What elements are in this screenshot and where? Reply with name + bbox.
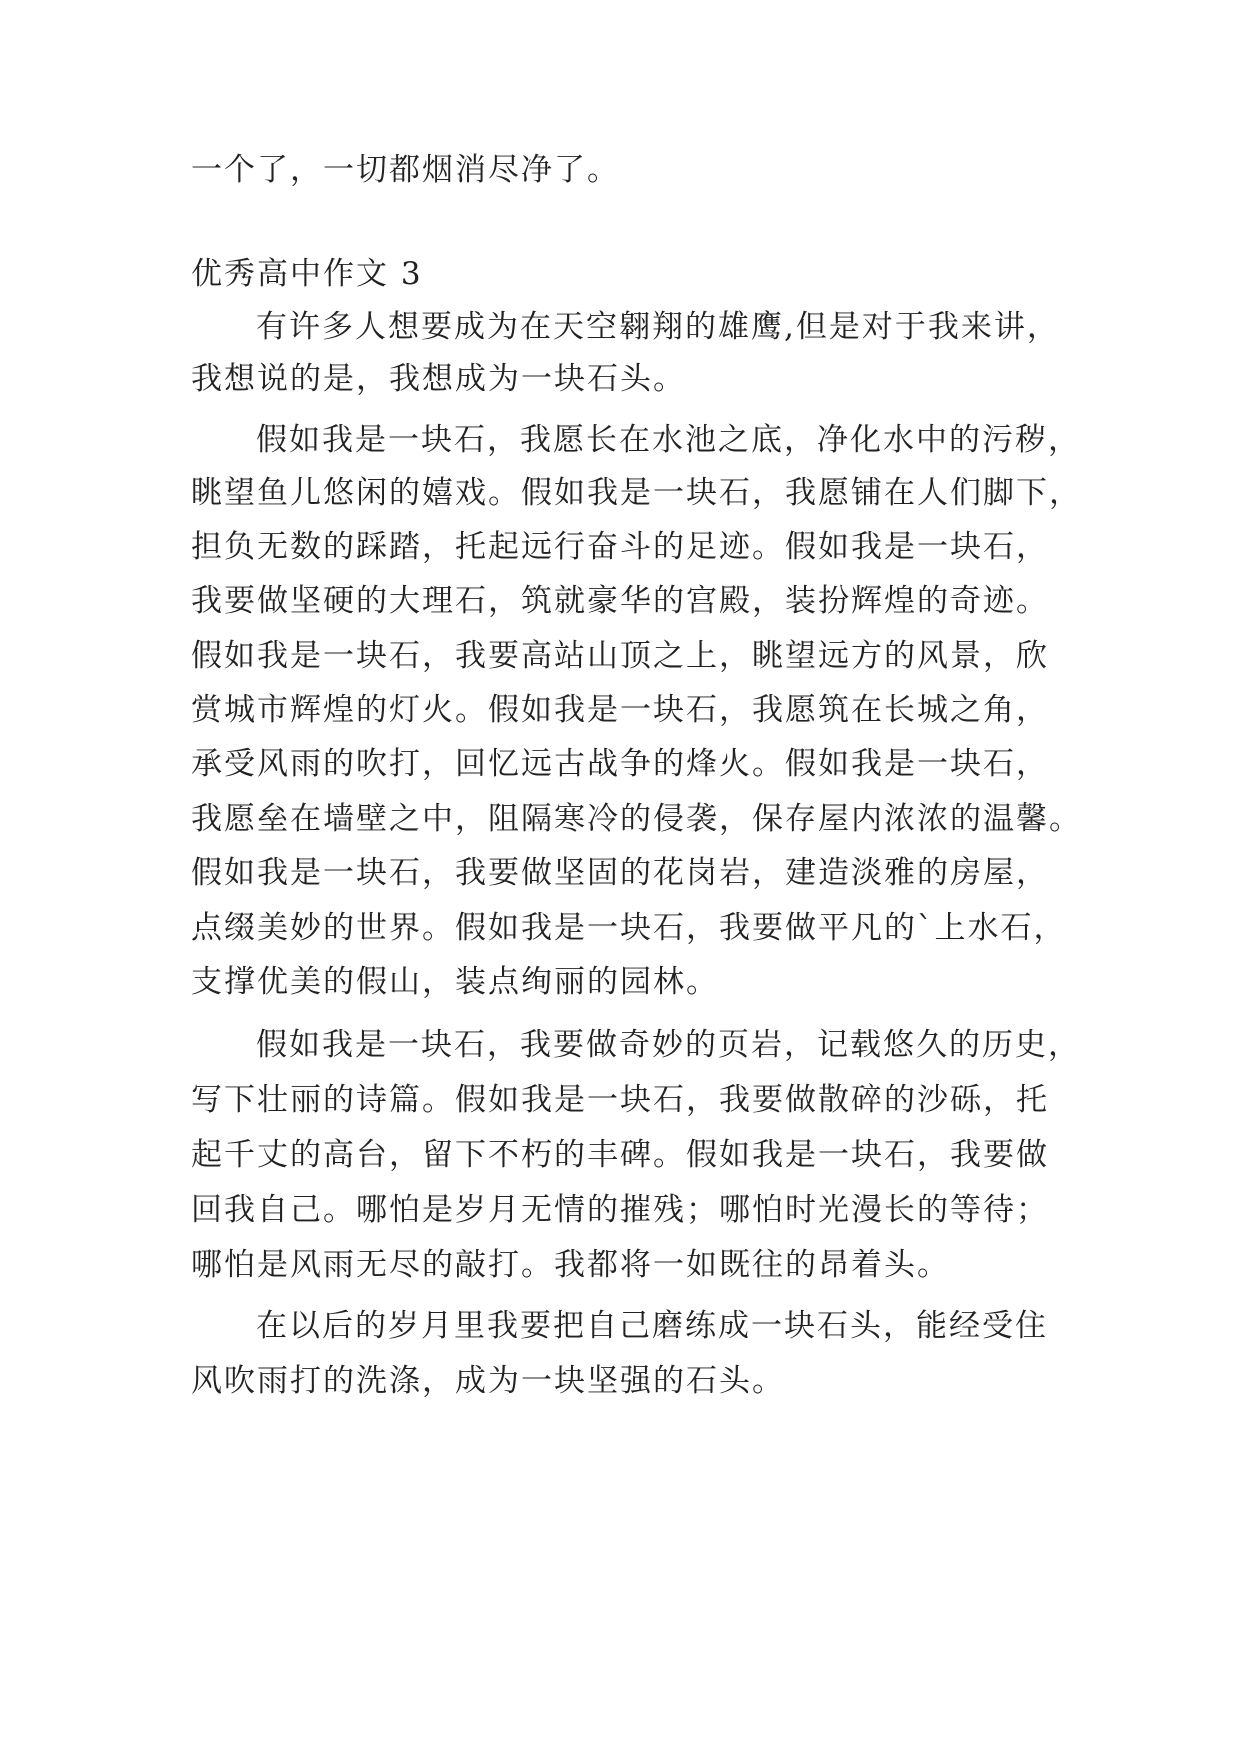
paragraph-line: 我愿垒在墙壁之中，阻隔寒冷的侵袭，保存屋内浓浓的温馨。 xyxy=(191,801,1082,837)
continuation-line: 一个了，一切都烟消尽净了。 xyxy=(191,152,620,188)
paragraph-line: 假如我是一块石，我愿长在水池之底，净化水中的污秽， xyxy=(256,422,1081,458)
paragraph-line: 我想说的是，我想成为一块石头。 xyxy=(191,361,686,397)
paragraph-line: 支撑优美的假山，装点绚丽的园林。 xyxy=(191,964,719,1000)
paragraph-line: 假如我是一块石，我要做坚固的花岗岩，建造淡雅的房屋， xyxy=(191,855,1049,891)
paragraph-line: 风吹雨打的洗涤，成为一块坚强的石头。 xyxy=(191,1363,785,1399)
paragraph-line: 赏城市辉煌的灯火。假如我是一块石，我愿筑在长城之角， xyxy=(191,692,1049,728)
paragraph-line: 在以后的岁月里我要把自己磨练成一块石头，能经受住 xyxy=(256,1308,1048,1344)
section-heading: 优秀高中作文 3 xyxy=(191,256,423,292)
paragraph-line: 哪怕是风雨无尽的敲打。我都将一如既往的昂着头。 xyxy=(191,1247,950,1283)
paragraph-line: 假如我是一块石，我要做奇妙的页岩，记载悠久的历史， xyxy=(256,1027,1081,1063)
paragraph-line: 承受风雨的吹打，回忆远古战争的烽火。假如我是一块石， xyxy=(191,746,1049,782)
paragraph-line: 眺望鱼儿悠闲的嬉戏。假如我是一块石，我愿铺在人们脚下， xyxy=(191,475,1082,511)
paragraph-line: 有许多人想要成为在天空翱翔的雄鹰,但是对于我来讲， xyxy=(256,309,1060,345)
paragraph-line: 假如我是一块石，我要高站山顶之上，眺望远方的风景，欣 xyxy=(191,638,1049,674)
paragraph-line: 我要做坚硬的大理石，筑就豪华的宫殿，装扮辉煌的奇迹。 xyxy=(191,583,1049,619)
paragraph-line: 起千丈的高台，留下不朽的丰碑。假如我是一块石，我要做 xyxy=(191,1137,1049,1173)
paragraph-line: 写下壮丽的诗篇。假如我是一块石，我要做散碎的沙砾，托 xyxy=(191,1082,1049,1118)
paragraph-line: 点缀美妙的世界。假如我是一块石，我要做平凡的`上水石， xyxy=(191,910,1067,946)
paragraph-line: 担负无数的踩踏，托起远行奋斗的足迹。假如我是一块石， xyxy=(191,529,1049,565)
paragraph-line: 回我自己。哪怕是岁月无情的摧残；哪怕时光漫长的等待； xyxy=(191,1192,1049,1228)
